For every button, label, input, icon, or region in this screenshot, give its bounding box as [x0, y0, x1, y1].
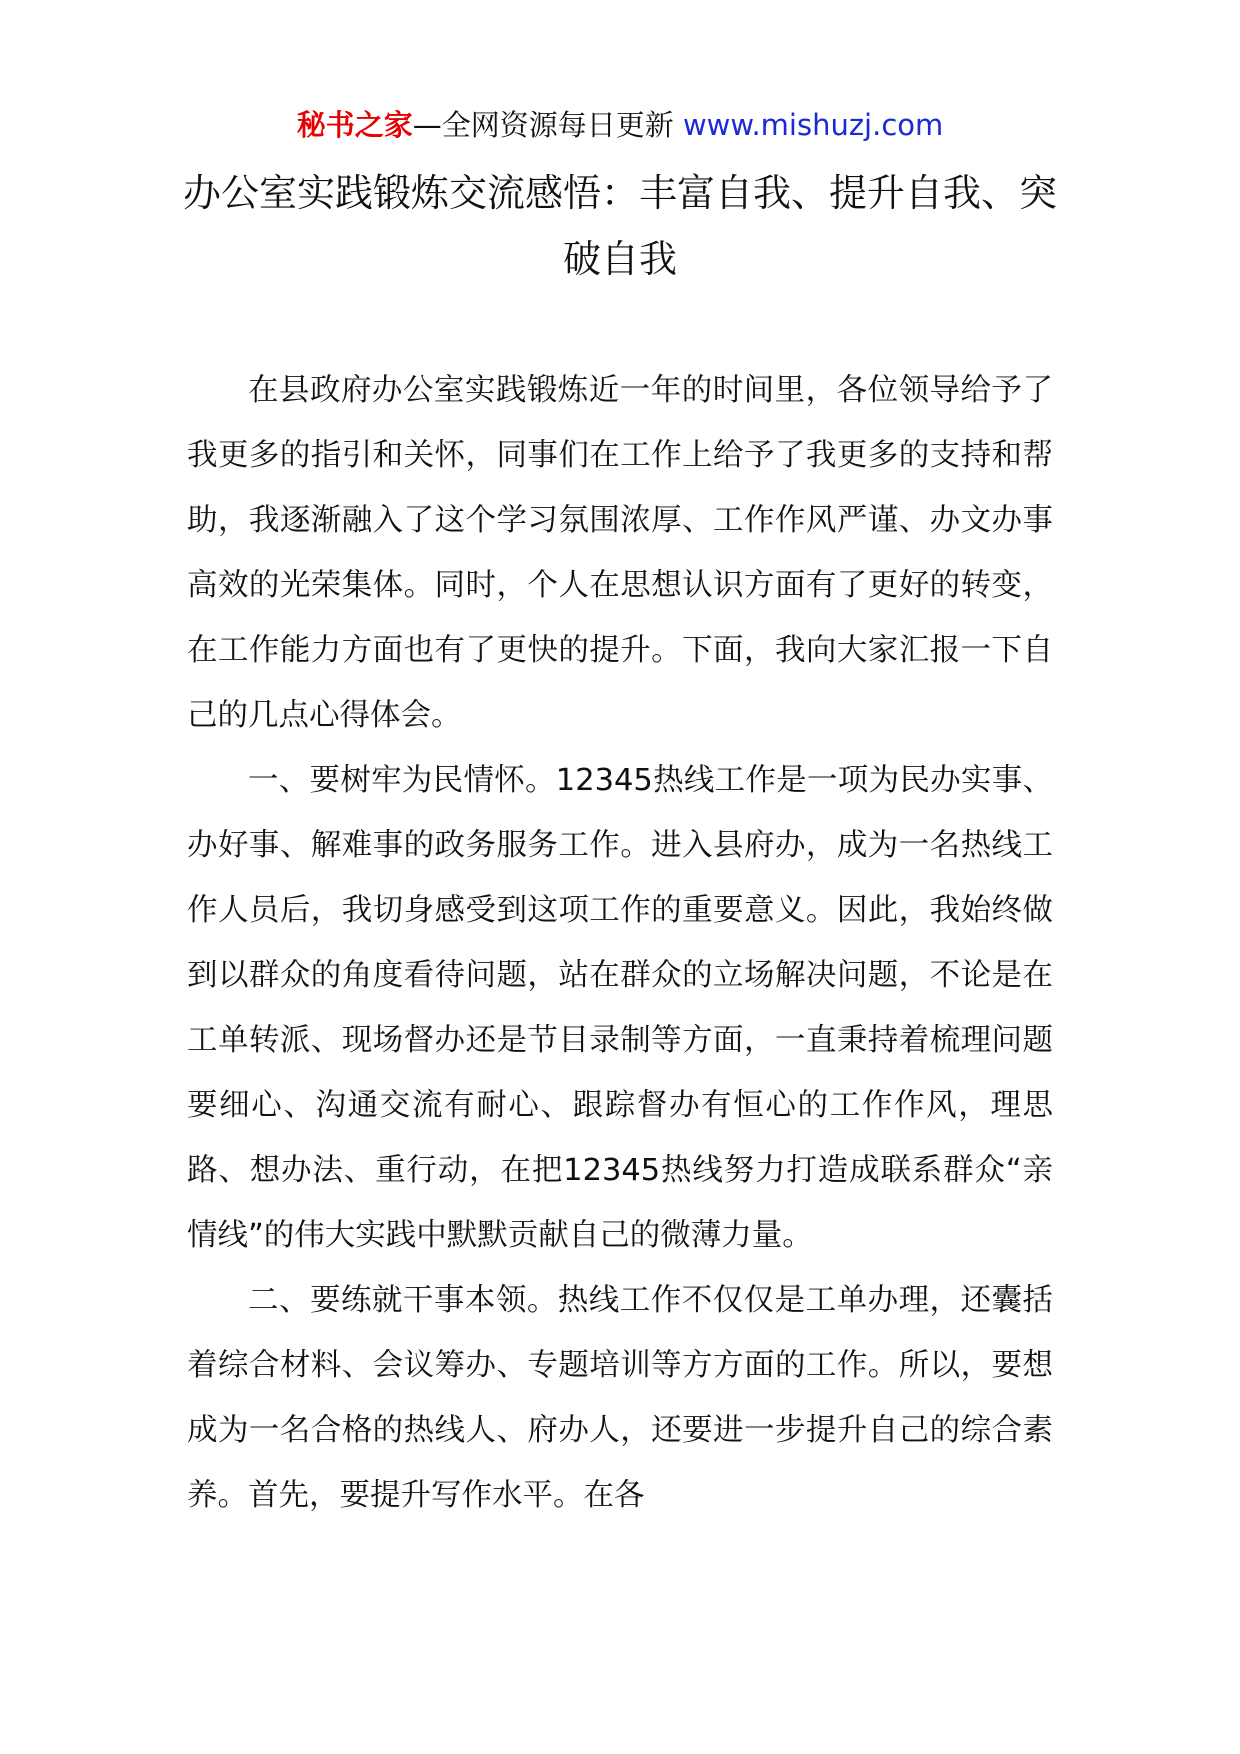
header-tagline: —全网资源每日更新 — [412, 108, 683, 142]
brand-name: 秘书之家 — [296, 108, 413, 142]
site-header — [0, 100, 1240, 150]
paragraph-intro: 在县政府办公室实践锻炼近一年的时间里，各位领导给予了我更多的指引和关怀，同事们在工作上给予了我更多的支持和帮助，我逐渐融入了这个学习氛围浓厚、工作作风严谨、办文办事高效的光荣集体。同时，个人在思想认识方面有了更好的转变，在工作能力方面也有了更快的提升。下面，我向大家汇报一下自己的几点心得体会。 — [187, 373, 1053, 733]
document-body — [187, 358, 1053, 1528]
paragraph-section-two: 二、要练就干事本领。热线工作不仅仅是工单办理，还囊括着综合材料、会议筹办、专题培训等方方面的工作。所以，要想成为一名合格的热线人、府办人，还要进一步提升自己的综合素养。首先，要提升写作水平。在各 — [187, 1283, 1053, 1513]
site-url-link[interactable]: www.mishuzj.com — [682, 108, 944, 142]
document-title: 办公室实践锻炼交流感悟：丰富自我、提升自我、突破自我 — [182, 171, 1057, 281]
paragraph-section-one: 一、要树牢为民情怀。12345热线工作是一项为民办实事、办好事、解难事的政务服务工作。进入县府办，成为一名热线工作人员后，我切身感受到这项工作的重要意义。因此，我始终做到以群众的角度看待问题，站在群众的立场解决问题，不论是在工单转派、现场督办还是节目录制等方面，一直秉持着梳理问题要细心、沟通交流有耐心、跟踪督办有恒心的工作作风，理思路、想办法、重行动，在把12345热线努力打造成联系群众“亲情线”的伟大实践中默默贡献自己的微薄力量。 — [187, 763, 1053, 1253]
